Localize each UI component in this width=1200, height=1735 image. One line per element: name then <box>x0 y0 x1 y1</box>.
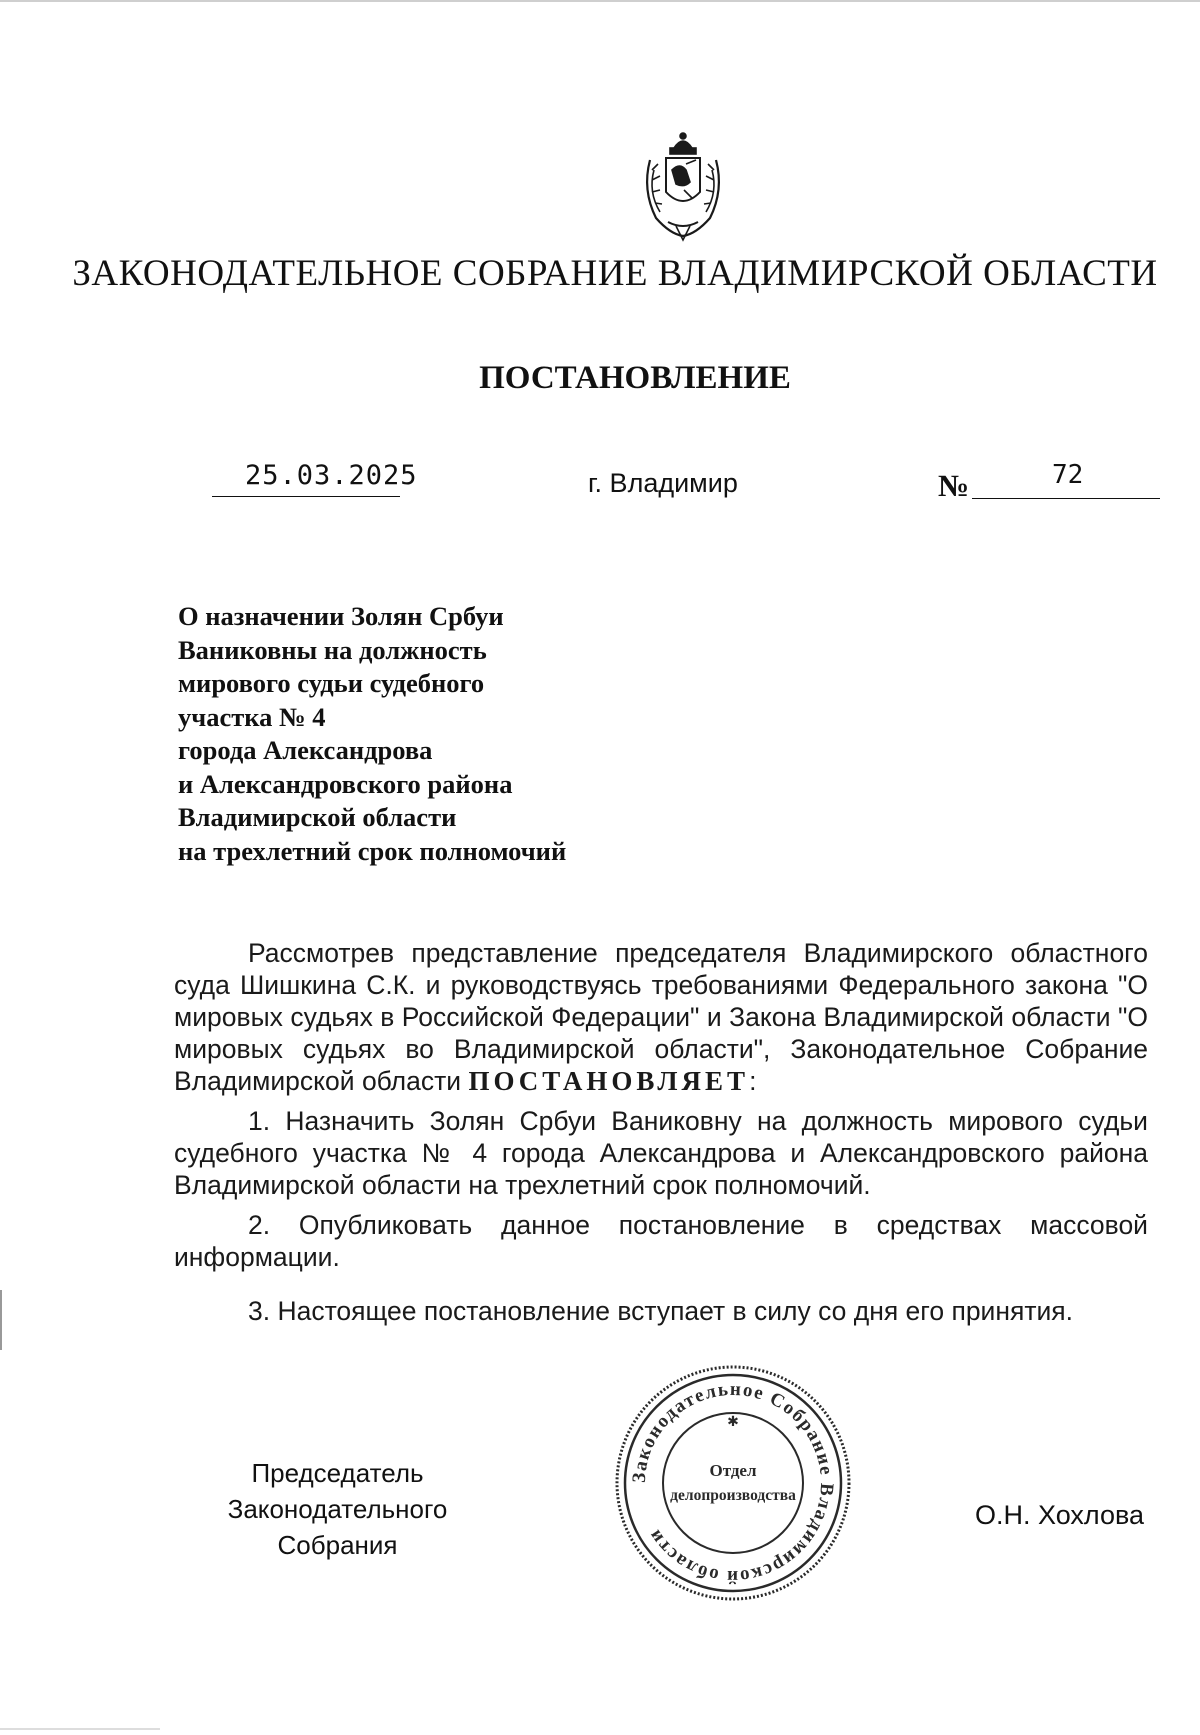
subject-line: Владимирской области <box>178 802 457 832</box>
organization-title: ЗАКОНОДАТЕЛЬНОЕ СОБРАНИЕ ВЛАДИМИРСКОЙ ОБЛАСТИ <box>72 253 1158 294</box>
scan-bottom-mark <box>0 1728 160 1730</box>
svg-text:✱: ✱ <box>727 1415 739 1430</box>
document-body <box>174 937 1148 1327</box>
subject-line: города Александрова <box>178 735 433 765</box>
scan-margin-mark <box>0 1290 2 1350</box>
document-city: г. Владимир <box>588 468 738 498</box>
preamble-paragraph <box>174 937 1148 1097</box>
document-date: 25.03.2025 <box>245 460 418 491</box>
item-2-paragraph: 2. Опубликовать данное постановление в средствах массовой информации. <box>174 1210 1148 1272</box>
document-subject <box>178 600 698 868</box>
item-1-paragraph: 1. Назначить Золян Србуи Ваниковну на должность мирового судьи судебного участка № 4 города Александрова и Александровского района Владимирской области на трехлетний срок полномочий. <box>174 1106 1148 1200</box>
subject-line: мирового судьи судебного <box>178 668 485 698</box>
subject-line: на трехлетний срок полномочий <box>178 835 567 866</box>
position-line-1: Председатель <box>251 1458 424 1488</box>
decree-word: ПОСТАНОВЛЯЕТ <box>468 1066 750 1096</box>
seal-ring-text: Законодательное Собрание Владимирской области <box>628 1378 838 1588</box>
subject-line: Ваниковны на должность <box>178 634 487 665</box>
document-number: 72 <box>1052 460 1084 490</box>
item-3-paragraph: 3. Настоящее постановление вступает в силу со дня его принятия. <box>248 1296 1073 1326</box>
subject-line: и Александровского района <box>178 768 513 799</box>
signatory-name: О.Н. Хохлова <box>975 1500 1145 1530</box>
seal-center-line-1: Отдел <box>709 1461 757 1480</box>
document-type-heading: ПОСТАНОВЛЕНИЕ <box>479 360 791 396</box>
svg-text:Законодательное Собрание Влади <box>629 1379 837 1587</box>
subject-line: О назначении Золян Србуи <box>178 601 504 631</box>
official-seal-stamp <box>614 1364 852 1602</box>
coat-of-arms-emblem <box>640 130 726 242</box>
number-label: № <box>938 468 970 503</box>
preamble-text: Рассмотрев представление председателя Владимирского областного суда Шишкина С.К. и руководствуясь требованиями Федерального закона "О мировых судьях в Российской Федерации" и Закона Владимирской области "О мировых судьях во Владимирской области", Законодательное Собрание Владимирской области <box>174 938 1148 1096</box>
subject-line: участка № 4 <box>178 701 326 732</box>
seal-center-line-2: делопроизводства <box>670 1487 796 1504</box>
decree-colon: : <box>749 1066 757 1096</box>
position-line-2: Законодательного Собрания <box>227 1494 448 1560</box>
signatory-position <box>165 1455 510 1563</box>
number-underline <box>972 498 1160 499</box>
scan-edge-line <box>0 0 1200 2</box>
